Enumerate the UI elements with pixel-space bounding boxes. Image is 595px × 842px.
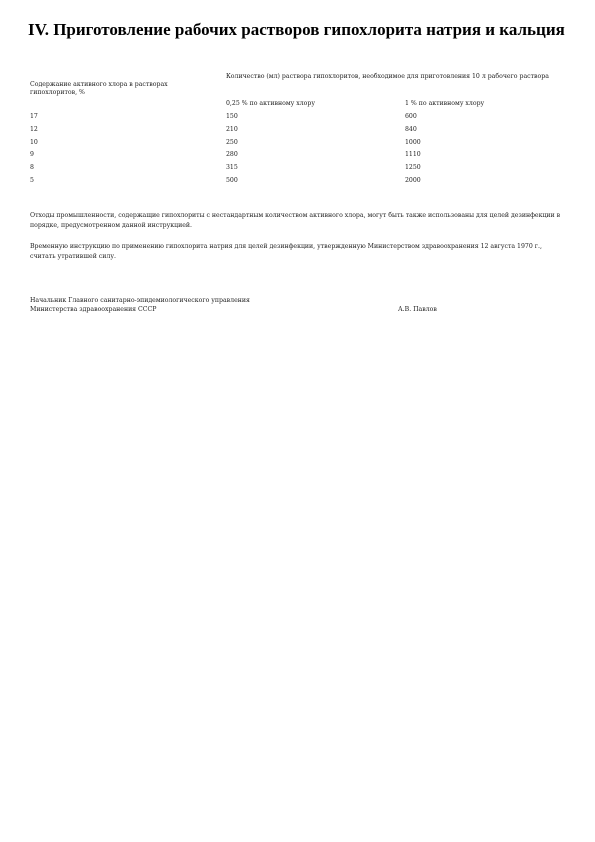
- table-cell-025: 150: [226, 113, 238, 120]
- table-row: [30, 164, 575, 177]
- table-body: [30, 113, 575, 190]
- table-cell-025: 250: [226, 138, 238, 146]
- table-cell-chlorine: 10: [30, 138, 38, 146]
- table-cell-1: 1250: [405, 164, 421, 172]
- table-cell-chlorine: 5: [30, 176, 34, 184]
- paragraph-previous-instruction: Временную инструкцию по применению гипохлорита натрия для целей дезинфекции, утвержденную Министерством здравоохранения 12 августа 1970 г., считать утратившей силу.: [30, 243, 542, 260]
- signature-position: Начальник Главного санитарно-эпидемиологического управления Министерства здравоохранения СССР: [30, 297, 250, 313]
- paragraph-industrial-waste: Отходы промышленности, содержащие гипохлориты с нестандартным количеством активного хлора, могут быть также использованы для целей дезинфекции в порядке, предусмотренном данной инструкцией.: [30, 212, 561, 229]
- table-cell-025: 280: [226, 151, 238, 159]
- table-cell-chlorine: 9: [30, 151, 34, 159]
- table-cell-chlorine: 12: [30, 125, 38, 133]
- table-row: [30, 139, 575, 152]
- signature-name: А.В. Павлов: [398, 306, 437, 313]
- table-cell-025: 500: [226, 176, 238, 184]
- table-cell-chlorine: 8: [30, 164, 34, 172]
- table-row: [30, 113, 575, 126]
- table-cell-1: 600: [405, 113, 417, 120]
- table-cell-1: 840: [405, 125, 417, 133]
- table-subheader-1-percent: 1 % по активному хлору: [405, 100, 485, 107]
- table-subheader-025-percent: 0,25 % по активному хлору: [226, 100, 316, 107]
- table-header-chlorine-content: Содержание активного хлора в растворах гипохлоритов, %: [30, 81, 168, 96]
- document-title: IV. Приготовление рабочих растворов гипохлорита натрия и кальция: [28, 20, 565, 39]
- table-row: [30, 126, 575, 139]
- table-header-solution-amount: Количество (мл) раствора гипохлоритов, необходимое для приготовления 10 л рабочего раствора: [226, 73, 549, 80]
- table-cell-1: 1110: [405, 151, 421, 159]
- table-cell-1: 2000: [405, 176, 421, 184]
- table-cell-025: 315: [226, 164, 238, 172]
- table-row: [30, 177, 575, 190]
- table-cell-chlorine: 17: [30, 113, 38, 120]
- table-cell-1: 1000: [405, 138, 421, 146]
- table-cell-025: 210: [226, 125, 238, 133]
- table-row: [30, 151, 575, 164]
